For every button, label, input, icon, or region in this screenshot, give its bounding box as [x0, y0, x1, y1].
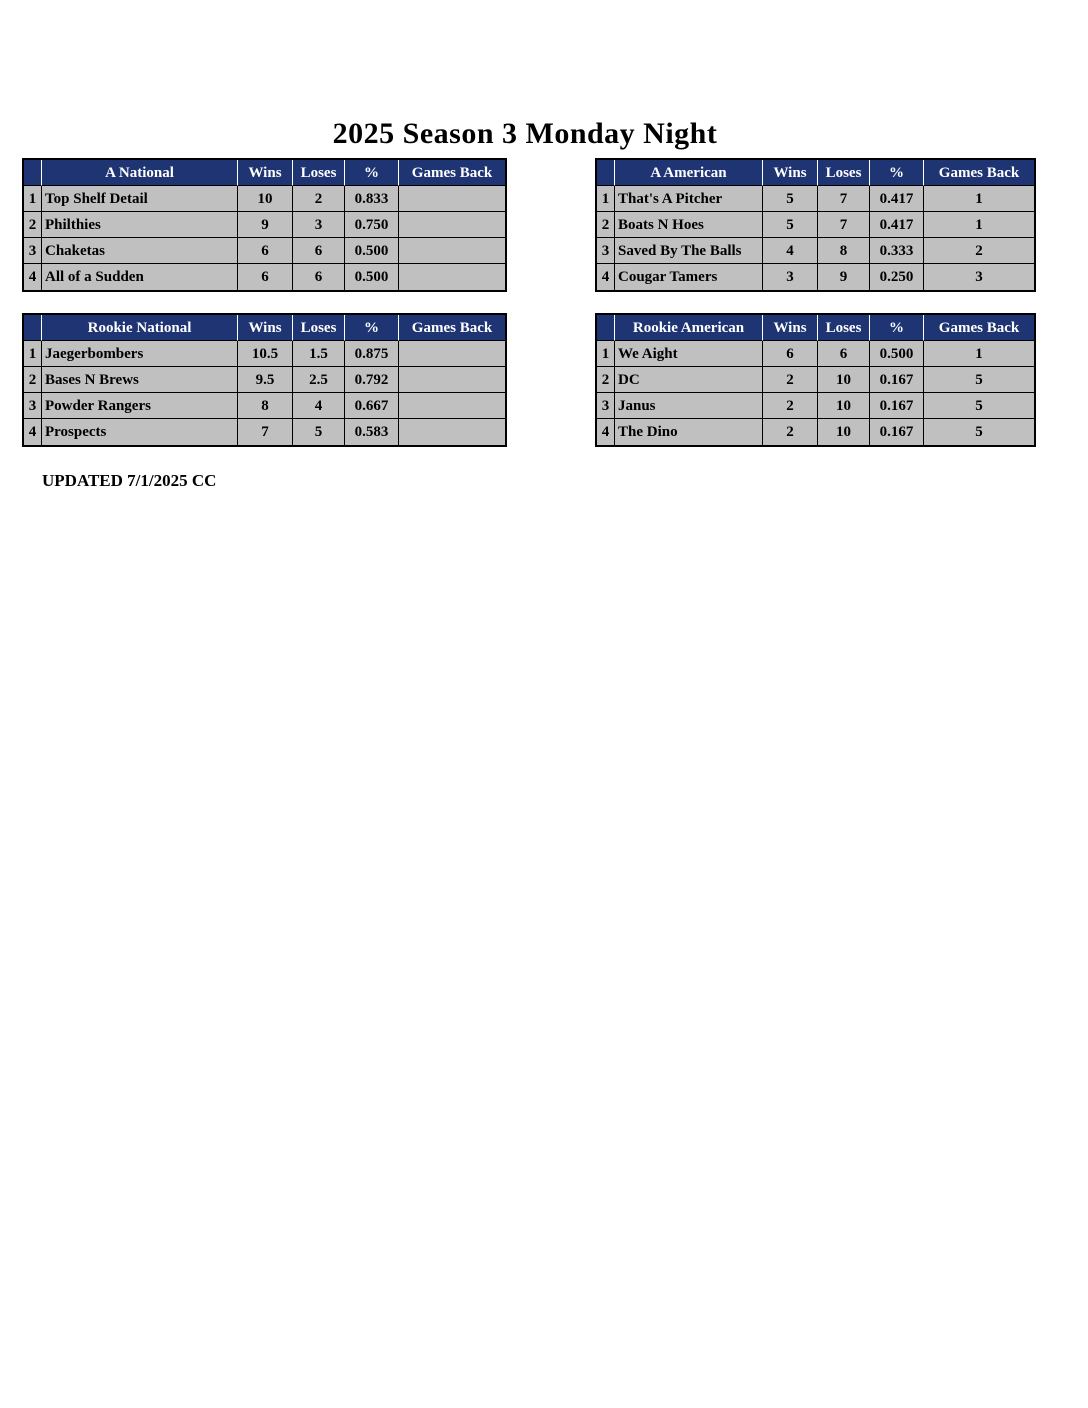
table-row: [24, 186, 505, 212]
table-header-row: [597, 160, 1034, 186]
pct-cell: 0.417: [870, 186, 924, 212]
column-header: Loses: [293, 160, 345, 186]
loses-cell: 6: [818, 341, 870, 367]
wins-cell: 5: [763, 186, 818, 212]
wins-cell: 6: [238, 238, 293, 264]
pct-cell: 0.792: [345, 367, 399, 393]
rank-cell: 2: [24, 367, 42, 393]
games-back-cell: [399, 341, 505, 367]
table-header-row: [24, 160, 505, 186]
rank-cell: 4: [597, 264, 615, 290]
games-back-cell: [399, 419, 505, 445]
rank-cell: 1: [24, 186, 42, 212]
team-cell: Prospects: [42, 419, 238, 445]
table-title: A National: [42, 160, 238, 186]
column-header: Wins: [763, 160, 818, 186]
games-back-cell: 5: [924, 393, 1034, 419]
rank-cell: 1: [597, 341, 615, 367]
team-cell: Jaegerbombers: [42, 341, 238, 367]
table-header-row: [597, 315, 1034, 341]
games-back-cell: 1: [924, 186, 1034, 212]
wins-cell: 3: [763, 264, 818, 290]
wins-cell: 2: [763, 393, 818, 419]
team-cell: Powder Rangers: [42, 393, 238, 419]
team-cell: Boats N Hoes: [615, 212, 763, 238]
pct-cell: 0.250: [870, 264, 924, 290]
pct-cell: 0.167: [870, 393, 924, 419]
table-row: [24, 341, 505, 367]
table-row: [24, 393, 505, 419]
wins-cell: 2: [763, 367, 818, 393]
games-back-cell: 3: [924, 264, 1034, 290]
games-back-cell: [399, 238, 505, 264]
team-cell: All of a Sudden: [42, 264, 238, 290]
rank-header: [597, 315, 615, 341]
pct-cell: 0.167: [870, 419, 924, 445]
table-border: [22, 158, 507, 292]
wins-cell: 10: [238, 186, 293, 212]
team-cell: Chaketas: [42, 238, 238, 264]
column-header: Wins: [238, 315, 293, 341]
games-back-cell: [399, 186, 505, 212]
rank-cell: 2: [597, 212, 615, 238]
team-cell: Janus: [615, 393, 763, 419]
column-header: Games Back: [924, 160, 1034, 186]
table-border: [22, 313, 507, 447]
pct-cell: 0.500: [345, 238, 399, 264]
pct-cell: 0.500: [870, 341, 924, 367]
loses-cell: 6: [293, 264, 345, 290]
pct-cell: 0.875: [345, 341, 399, 367]
rank-cell: 2: [597, 367, 615, 393]
table-header-row: [24, 315, 505, 341]
column-header: Wins: [763, 315, 818, 341]
pct-cell: 0.417: [870, 212, 924, 238]
wins-cell: 9.5: [238, 367, 293, 393]
table-border: [595, 158, 1036, 292]
rank-cell: 4: [24, 264, 42, 290]
wins-cell: 2: [763, 419, 818, 445]
table-border: [595, 313, 1036, 447]
loses-cell: 7: [818, 186, 870, 212]
games-back-cell: 1: [924, 341, 1034, 367]
team-cell: Cougar Tamers: [615, 264, 763, 290]
table-row: [597, 264, 1034, 290]
rank-cell: 2: [24, 212, 42, 238]
pct-cell: 0.333: [870, 238, 924, 264]
loses-cell: 2.5: [293, 367, 345, 393]
loses-cell: 2: [293, 186, 345, 212]
team-cell: Top Shelf Detail: [42, 186, 238, 212]
pct-cell: 0.583: [345, 419, 399, 445]
standings-table: [597, 315, 1034, 445]
pct-cell: 0.667: [345, 393, 399, 419]
standings-table-a-american: [595, 158, 1036, 297]
column-header: Wins: [238, 160, 293, 186]
team-cell: Philthies: [42, 212, 238, 238]
column-header: Games Back: [399, 315, 505, 341]
loses-cell: 3: [293, 212, 345, 238]
games-back-cell: 2: [924, 238, 1034, 264]
column-header: Loses: [818, 315, 870, 341]
standings-table-rookie-national: [22, 313, 507, 452]
pct-cell: 0.500: [345, 264, 399, 290]
table-row: [24, 238, 505, 264]
table-row: [597, 393, 1034, 419]
column-header: Games Back: [399, 160, 505, 186]
table-row: [597, 341, 1034, 367]
loses-cell: 1.5: [293, 341, 345, 367]
column-header: %: [345, 160, 399, 186]
column-header: %: [870, 160, 924, 186]
rank-cell: 3: [24, 238, 42, 264]
table-row: [24, 367, 505, 393]
standings-table: [597, 160, 1034, 290]
loses-cell: 9: [818, 264, 870, 290]
page-title: 2025 Season 3 Monday Night: [332, 117, 718, 151]
team-cell: That's A Pitcher: [615, 186, 763, 212]
wins-cell: 10.5: [238, 341, 293, 367]
rank-header: [597, 160, 615, 186]
column-header: %: [345, 315, 399, 341]
table-row: [24, 264, 505, 290]
rank-header: [24, 160, 42, 186]
table-row: [24, 212, 505, 238]
loses-cell: 10: [818, 367, 870, 393]
updated-note: UPDATED 7/1/2025 CC: [42, 471, 217, 490]
games-back-cell: [399, 393, 505, 419]
team-cell: Bases N Brews: [42, 367, 238, 393]
column-header: Loses: [818, 160, 870, 186]
standings-table-rookie-american: [595, 313, 1036, 452]
pct-cell: 0.167: [870, 367, 924, 393]
pct-cell: 0.833: [345, 186, 399, 212]
standings-table-a-national: [22, 158, 507, 297]
standings-table: [24, 160, 505, 290]
loses-cell: 5: [293, 419, 345, 445]
rank-cell: 3: [24, 393, 42, 419]
team-cell: DC: [615, 367, 763, 393]
standings-table: [24, 315, 505, 445]
table-title: Rookie American: [615, 315, 763, 341]
games-back-cell: 5: [924, 367, 1034, 393]
table-row: [597, 212, 1034, 238]
games-back-cell: 5: [924, 419, 1034, 445]
team-cell: We Aight: [615, 341, 763, 367]
table-row: [597, 238, 1034, 264]
rank-cell: 3: [597, 393, 615, 419]
team-cell: Saved By The Balls: [615, 238, 763, 264]
rank-cell: 3: [597, 238, 615, 264]
loses-cell: 4: [293, 393, 345, 419]
table-row: [597, 419, 1034, 445]
table-row: [597, 367, 1034, 393]
wins-cell: 5: [763, 212, 818, 238]
wins-cell: 9: [238, 212, 293, 238]
table-title: Rookie National: [42, 315, 238, 341]
wins-cell: 6: [763, 341, 818, 367]
loses-cell: 7: [818, 212, 870, 238]
wins-cell: 6: [238, 264, 293, 290]
games-back-cell: 1: [924, 212, 1034, 238]
rank-header: [24, 315, 42, 341]
rank-cell: 1: [24, 341, 42, 367]
games-back-cell: [399, 264, 505, 290]
table-row: [24, 419, 505, 445]
loses-cell: 10: [818, 393, 870, 419]
loses-cell: 6: [293, 238, 345, 264]
table-title: A American: [615, 160, 763, 186]
games-back-cell: [399, 367, 505, 393]
wins-cell: 4: [763, 238, 818, 264]
rank-cell: 4: [597, 419, 615, 445]
column-header: Games Back: [924, 315, 1034, 341]
rank-cell: 1: [597, 186, 615, 212]
wins-cell: 8: [238, 393, 293, 419]
loses-cell: 8: [818, 238, 870, 264]
column-header: Loses: [293, 315, 345, 341]
table-row: [597, 186, 1034, 212]
loses-cell: 10: [818, 419, 870, 445]
pct-cell: 0.750: [345, 212, 399, 238]
column-header: %: [870, 315, 924, 341]
rank-cell: 4: [24, 419, 42, 445]
wins-cell: 7: [238, 419, 293, 445]
games-back-cell: [399, 212, 505, 238]
team-cell: The Dino: [615, 419, 763, 445]
